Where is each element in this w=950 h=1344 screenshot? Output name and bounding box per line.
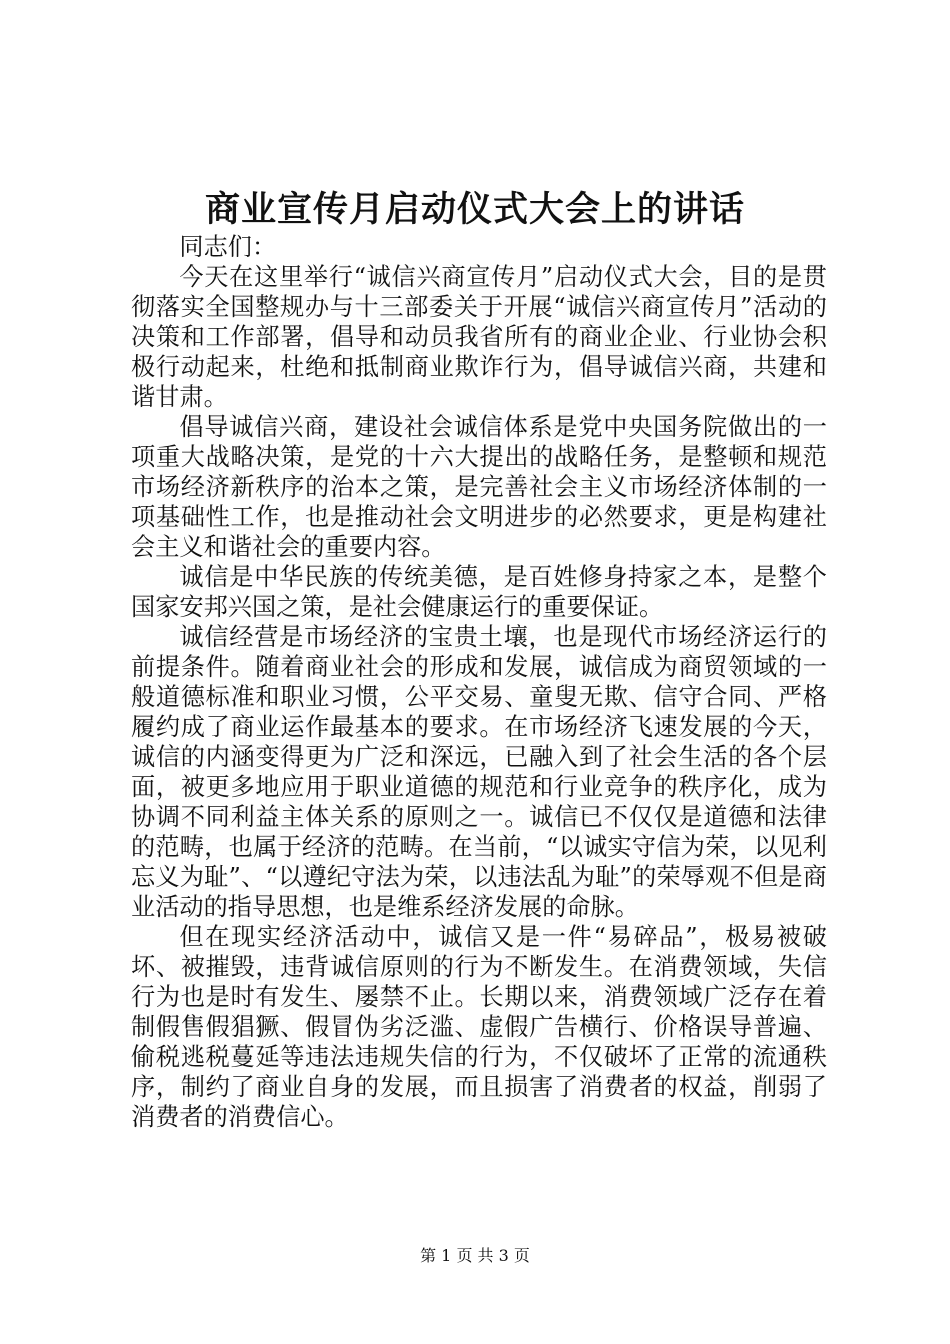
paragraph-2: 倡导诚信兴商，建设社会诚信体系是党中央国务院做出的一项重大战略决策，是党的十六大提出的战略任务，是整顿和规范市场经济新秩序的治本之策，是完善社会主义市场经济体制的一项基础性工作，也是推动社会文明进步的必然要求，更是构建社会主义和谐社会的重要内容。: [131, 413, 827, 561]
page-title: 商业宣传月启动仪式大会上的讲话: [204, 190, 745, 230]
document-body: [131, 232, 827, 1132]
paragraph-3: 诚信是中华民族的传统美德，是百姓修身持家之本，是整个国家安邦兴国之策，是社会健康运行的重要保证。: [131, 563, 827, 621]
paragraph-1: 今天在这里举行“诚信兴商宣传月”启动仪式大会，目的是贯彻落实全国整规办与十三部委关于开展“诚信兴商宣传月”活动的决策和工作部署，倡导和动员我省所有的商业企业、行业协会积极行动起来，杜绝和抵制商业欺诈行为，倡导诚信兴商，共建和谐甘肃。: [131, 263, 827, 411]
salutation: 同志们：: [179, 233, 277, 261]
page-footer: 第 1 页 共 3 页: [420, 1246, 530, 1265]
paragraph-5: 但在现实经济活动中，诚信又是一件“易碎品”，极易被破坏、被摧毁，违背诚信原则的行为不断发生。在消费领域，失信行为也是时有发生、屡禁不止。长期以来，消费领域广泛存在着制假售假猖獗、假冒伪劣泛滥、虚假广告横行、价格误导普遍、偷税逃税蔓延等违法违规失信的行为，不仅破坏了正常的流通秩序，制约了商业自身的发展，而且损害了消费者的权益，削弱了消费者的消费信心。: [131, 923, 827, 1131]
paragraph-4: 诚信经营是市场经济的宝贵土壤，也是现代市场经济运行的前提条件。随着商业社会的形成和发展，诚信成为商贸领域的一般道德标准和职业习惯，公平交易、童叟无欺、信守合同、严格履约成了商业运作最基本的要求。在市场经济飞速发展的今天，诚信的内涵变得更为广泛和深远，已融入到了社会生活的各个层面，被更多地应用于职业道德的规范和行业竞争的秩序化，成为协调不同利益主体关系的原则之一。诚信已不仅仅是道德和法律的范畴，也属于经济的范畴。在当前，“以诚实守信为荣，以见利忘义为耻”、“以遵纪守法为荣，以违法乱为耻”的荣辱观不但是商业活动的指导思想，也是维系经济发展的命脉。: [131, 623, 827, 921]
